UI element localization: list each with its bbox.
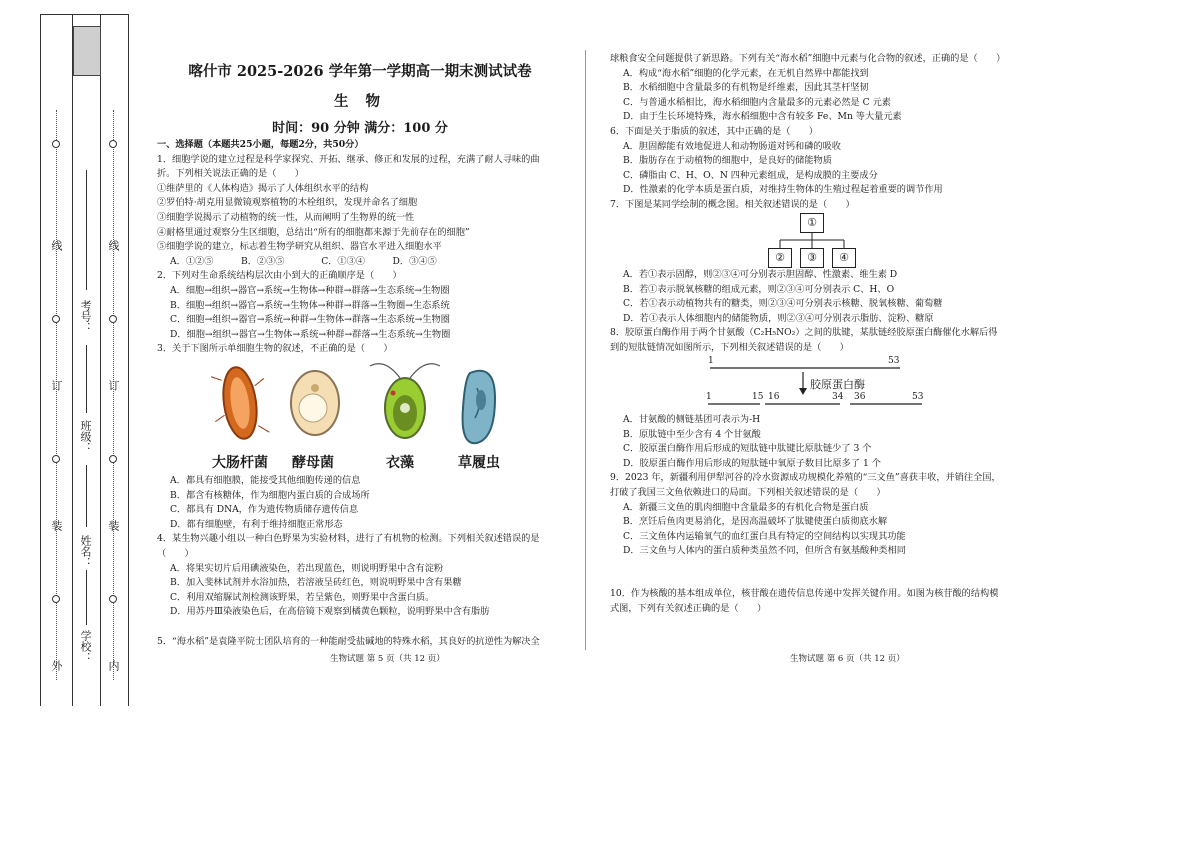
seal-char: 线 <box>107 240 120 251</box>
seal-char: 装 <box>50 520 63 531</box>
right-column-questions-8-9 <box>610 413 1001 559</box>
peptide-seg3-start: 36 <box>854 392 866 402</box>
answer-option: B．加入斐林试剂并水浴加热，若溶液呈砖红色，则说明野果中含有果糖 <box>170 577 462 589</box>
peptide-seg2-start: 16 <box>768 392 780 402</box>
question-text: 式图，下列有关叙述正确的是（ ） <box>610 602 767 614</box>
exam-title: 喀什市 2025-2026 学年第一学期高一期末测试试卷 <box>188 63 532 80</box>
seal-circle-icon <box>52 315 60 323</box>
class-label: 班级： <box>79 420 92 453</box>
column-divider <box>585 50 586 650</box>
exam-number-field[interactable] <box>86 170 87 290</box>
statement: ③细胞学说揭示了动植物的统一性，从而阐明了生物界的统一性 <box>157 211 415 223</box>
question-text: 到的短肽链情况如图所示，下列相关叙述错误的是（ ） <box>610 341 849 353</box>
answer-option: C．利用双缩脲试剂检测该野果，若呈紫色，则野果中含蛋白质。 <box>170 591 435 603</box>
answer-option: C．与普通水稻相比，海水稻细胞内含量最多的元素必然是 C 元素 <box>623 96 891 108</box>
answer-options: A．①②⑤ B．②③⑤ C．①③④ D．③④⑤ <box>170 255 437 267</box>
seal-char: 订 <box>50 380 63 391</box>
answer-option: B．都含有核糖体，作为细胞内蛋白质的合成场所 <box>170 489 370 501</box>
answer-option: D．三文鱼与人体内的蛋白质种类虽然不同，但所含有氨基酸种类相同 <box>623 545 906 557</box>
section-heading: 一、选择题（本题共25小题，每题2分，共50分） <box>157 139 364 150</box>
enzyme-label: 胶原蛋白酶 <box>810 378 865 391</box>
question-text: 6．下面是关于脂质的叙述，其中正确的是（ ） <box>610 125 818 137</box>
answer-option: A．构成“海水稻”细胞的化学元素，在无机自然界中都能找到 <box>623 67 869 79</box>
seal-circle-icon <box>109 315 117 323</box>
question-text: 3．关于下图所示单细胞生物的叙述，不正确的是（ ） <box>157 343 393 355</box>
concept-box-1: ① <box>800 213 824 233</box>
answer-option: A．新疆三文鱼的肌肉细胞中含量最多的有机化合物是蛋白质 <box>623 501 869 513</box>
answer-option: B．脂肪存在于动植物的细胞中，是良好的储能物质 <box>623 155 832 167</box>
question-text: 球粮食安全问题提供了新思路。下列有关“海水稻”细胞中元素与化合物的叙述，正确的是（ ） <box>610 53 1006 64</box>
answer-option: C．细胞→组织→器官→系统→种群→生物体→群落→生态系统→生物圈 <box>170 314 450 326</box>
concept-box-2: ② <box>768 248 792 268</box>
seal-char: 外 <box>50 660 63 671</box>
seal-circle-icon <box>52 595 60 603</box>
right-column-question-10 <box>610 587 998 616</box>
margin-outer-line <box>40 14 41 706</box>
seal-circle-icon <box>109 595 117 603</box>
answer-option: A．都具有细胞膜，能接受其他细胞传递的信息 <box>170 475 361 486</box>
answer-option: A．若①表示固醇，则②③④可分别表示胆固醇、性激素、维生素 D <box>623 269 898 280</box>
peptide-seg3-end: 53 <box>912 392 924 402</box>
answer-option: B．细胞→组织→器官→系统→生物体→种群→群落→生物圈→生态系统 <box>170 299 450 311</box>
answer-option: A．甘氨酸的侧链基团可表示为-H <box>623 414 761 425</box>
class-field[interactable] <box>86 345 87 413</box>
answer-option: B．原肽链中至少含有 4 个甘氨酸 <box>623 428 761 440</box>
question-text: 8．胶原蛋白酶作用于两个甘氨酸（C₂H₅NO₂）之间的肽键，某肽链经胶原蛋白酶催化水解后得 <box>610 327 998 339</box>
time-and-score: 时间：90 分钟 满分：100 分 <box>272 121 448 136</box>
statement: ①维萨里的《人体构造》揭示了人体组织水平的结构 <box>157 182 369 194</box>
e-coli-image <box>208 364 271 443</box>
question-text: 打破了我国三文鱼依赖进口的局面。下列相关叙述错误的是（ ） <box>610 486 886 498</box>
exam-subject: 生 物 <box>333 93 387 110</box>
answer-option: D．细胞→组织→器官→生物体→系统→种群→群落→生态系统→生物圈 <box>170 328 451 340</box>
answer-option: D．若①表示人体细胞内的储能物质，则②③④可分别表示脂肪、淀粉、糖原 <box>623 312 934 324</box>
peptide-seg1-start: 1 <box>706 392 712 402</box>
seal-char: 订 <box>107 380 120 391</box>
paramecium-image <box>463 371 495 443</box>
question-text: 1．细胞学说的建立过程是科学家探究、开拓、继承、修正和发展的过程，充满了耐人寻味的曲 <box>157 153 540 165</box>
answer-option: D．胶原蛋白酶作用后形成的短肽链中氧原子数目比原多了 1 个 <box>623 457 881 469</box>
seal-char: 内 <box>107 660 120 671</box>
left-column-questions-3-5 <box>157 474 540 649</box>
question-text: 10．作为核酸的基本组成单位，核苷酸在遗传信息传递中发挥关键作用。如图为核苷酸的结构模 <box>610 588 999 599</box>
answer-option: D．性激素的化学本质是蛋白质，对维持生物体的生殖过程起着重要的调节作用 <box>623 184 943 196</box>
peptide-top-start: 1 <box>708 356 714 366</box>
page-footer-right: 生物试题 第 6 页（共 12 页） <box>790 654 905 664</box>
answer-option: B．烹饪后鱼肉更易消化，是因高温破坏了肽键使蛋白质彻底水解 <box>623 516 888 528</box>
seal-char: 装 <box>107 520 120 531</box>
seal-circle-icon <box>109 455 117 463</box>
seal-circle-icon <box>52 140 60 148</box>
name-label: 姓名： <box>79 535 92 568</box>
left-column-questions-1-3 <box>157 138 540 357</box>
organism-label-yeast: 酵母菌 <box>292 455 334 471</box>
exam-number-label: 考号： <box>79 300 92 333</box>
answer-option: A．细胞→组织→器官→系统→生物体→种群→群落→生态系统→生物圈 <box>170 284 450 296</box>
school-label: 学校： <box>79 630 92 663</box>
concept-box-4: ④ <box>832 248 856 268</box>
statement: ④耐格里通过观察分生区细胞，总结出“所有的细胞都来源于先前存在的细胞” <box>157 226 470 238</box>
school-field[interactable] <box>86 570 87 625</box>
right-column-questions-5-7 <box>610 52 1005 213</box>
answer-option: A．胆固醇能有效地促进人和动物肠道对钙和磷的吸收 <box>623 140 841 152</box>
question-text: （ ） <box>157 547 194 559</box>
yeast-image <box>291 371 339 435</box>
answer-option: B．若①表示脱氧核糖的组成元素，则②③④可分别表示 C、H、O <box>623 283 895 295</box>
question-text: 5．“海水稻”是袁隆平院士团队培育的一种能耐受盐碱地的特殊水稻，其良好的抗逆性为解决全 <box>157 635 540 647</box>
chlamydomonas-image <box>370 364 440 438</box>
answer-option: D．用苏丹Ⅲ染液染色后，在高倍镜下观察到橘黄色颗粒，说明野果中含有脂肪 <box>170 606 490 618</box>
question-text: 4．某生物兴趣小组以一种白色野果为实验材料，进行了有机物的检测。下列相关叙述错误的是 <box>157 533 540 545</box>
blank-line <box>157 620 540 635</box>
margin-gray-block <box>73 26 101 76</box>
page-footer-left: 生物试题 第 5 页（共 12 页） <box>330 654 445 664</box>
answer-option: C．若①表示动植物共有的糖类，则②③④可分别表示核糖、脱氧核糖、葡萄糖 <box>623 298 943 310</box>
organism-label-chlamydomonas: 衣藻 <box>386 455 414 471</box>
peptide-top-end: 53 <box>888 356 900 366</box>
seal-char: 线 <box>50 240 63 251</box>
question-text: 2．下列对生命系统结构层次由小到大的正确顺序是（ ） <box>157 270 402 282</box>
answer-option: A．将果实切片后用碘液染色，若出现蓝色，则说明野果中含有淀粉 <box>170 562 444 574</box>
seal-circle-icon <box>109 140 117 148</box>
statement: ②罗伯特·胡克用显微镜观察植物的木栓组织，发现并命名了细胞 <box>157 197 418 209</box>
answer-option: C．胶原蛋白酶作用后形成的短肽链中肽键比原肽链少了 3 个 <box>623 443 872 455</box>
answer-option: C．三文鱼体内运输氧气的血红蛋白具有特定的空间结构以实现其功能 <box>623 530 906 542</box>
question-text: 9．2023 年，新疆利用伊犁河谷的冷水资源成功规模化养殖的“三文鱼”喜获丰收，并销往全国， <box>610 472 1001 484</box>
right-column-questions-7-8 <box>610 268 997 356</box>
question-text: 折。下列相关说法正确的是（ ） <box>157 168 304 180</box>
peptide-seg1-end: 15 <box>752 392 764 402</box>
peptide-seg2-end: 34 <box>832 392 844 402</box>
margin-top-line <box>40 14 128 15</box>
concept-box-3: ③ <box>800 248 824 268</box>
margin-mid-line <box>72 14 73 706</box>
answer-option: C．磷脂由 C、H、O、N 四种元素组成，是构成膜的主要成分 <box>623 169 878 181</box>
organism-images <box>205 358 515 448</box>
seal-circle-icon <box>52 455 60 463</box>
answer-option: D．由于生长环境特殊，海水稻细胞中含有较多 Fe、Mn 等大量元素 <box>623 111 902 123</box>
name-field[interactable] <box>86 465 87 527</box>
answer-option: C．都具有 DNA，作为遗传物质储存遗传信息 <box>170 504 359 516</box>
organism-label-e-coli: 大肠杆菌 <box>212 455 268 471</box>
margin-inner-line <box>128 14 129 706</box>
statement: ⑤细胞学说的建立，标志着生物学研究从组织、器官水平进入细胞水平 <box>157 241 442 253</box>
answer-option: B．水稻细胞中含量最多的有机物是纤维素，因此其茎杆坚韧 <box>623 82 869 94</box>
question-text: 7．下图是某同学绘制的概念图。相关叙述错误的是（ ） <box>610 198 855 210</box>
organism-label-paramecium: 草履虫 <box>458 455 500 471</box>
answer-option: D．都有细胞壁，有利于维持细胞正常形态 <box>170 518 343 530</box>
margin-mid-line-2 <box>100 14 101 706</box>
